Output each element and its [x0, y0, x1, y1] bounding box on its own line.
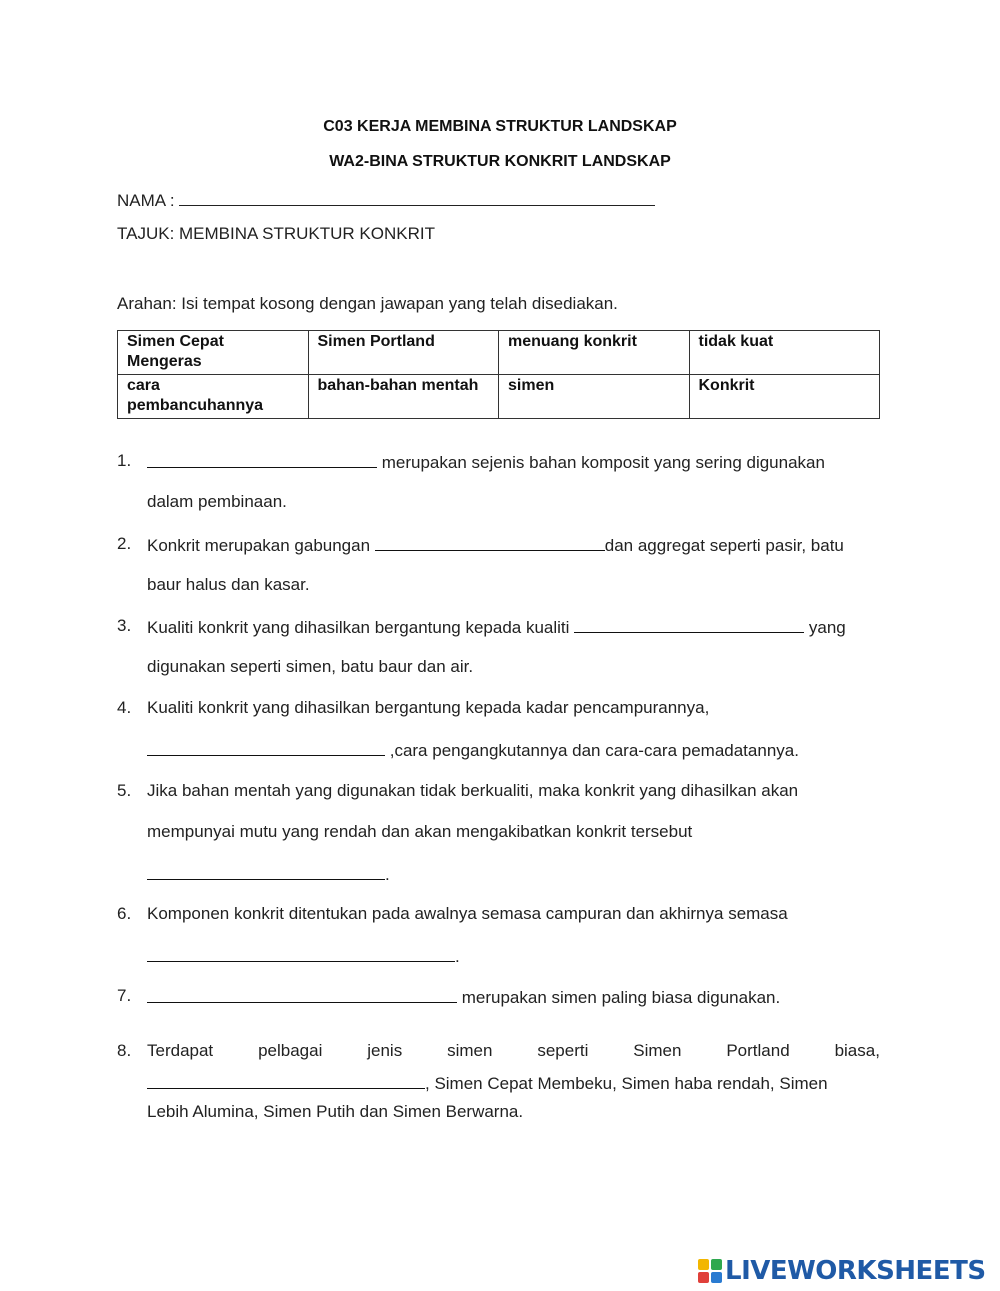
question-word: pelbagai: [258, 1041, 323, 1060]
question-word: jenis: [367, 1041, 403, 1060]
question-text: dan aggregat seperti pasir, batu: [604, 536, 844, 555]
question-word: Portland: [726, 1041, 790, 1060]
word-bank-cell: Simen Cepat Mengeras: [118, 331, 309, 375]
word-bank-row: [118, 375, 880, 419]
answer-blank-7[interactable]: [147, 986, 457, 1003]
question-text: Kualiti konkrit yang dihasilkan bergantung kepada kualiti: [147, 618, 575, 637]
word-bank-table: [117, 330, 880, 419]
question-number: 1.: [117, 451, 132, 470]
question-number: 3.: [117, 616, 132, 635]
question-number: 7.: [117, 986, 132, 1005]
question-word: simen: [447, 1041, 493, 1060]
answer-blank-5[interactable]: [147, 863, 385, 880]
question-number: 5.: [117, 781, 132, 800]
answer-blank-3[interactable]: [574, 616, 804, 633]
question-word: Simen: [633, 1041, 682, 1060]
question-text: dalam pembinaan.: [147, 492, 287, 511]
answer-blank-8[interactable]: [147, 1072, 425, 1089]
question-word: Terdapat: [147, 1041, 214, 1060]
question-number: 6.: [117, 904, 132, 923]
question-text: mempunyai mutu yang rendah dan akan mengakibatkan konkrit tersebut: [147, 822, 693, 841]
question-text: .: [385, 865, 390, 884]
question-text: Jika bahan mentah yang digunakan tidak berkualiti, maka konkrit yang dihasilkan akan: [147, 781, 799, 800]
topic-label: TAJUK: MEMBINA STRUKTUR KONKRIT: [117, 224, 435, 243]
answer-blank-6[interactable]: [147, 945, 455, 962]
instruction-text: Arahan: Isi tempat kosong dengan jawapan yang telah disediakan.: [117, 294, 618, 313]
question-text: merupakan sejenis bahan komposit yang sering digunakan: [377, 453, 825, 472]
word-bank-cell: simen: [499, 375, 690, 419]
question-number: 2.: [117, 534, 132, 553]
word-bank-cell: bahan-bahan mentah: [308, 375, 499, 419]
word-bank-cell: cara pembancuhannya: [118, 375, 309, 419]
worksheet-subtitle: WA2-BINA STRUKTUR KONKRIT LANDSKAP: [329, 153, 671, 170]
word-bank-row: [118, 331, 880, 375]
logo-text: LIVEWORKSHEETS: [725, 1256, 986, 1286]
answer-blank-2[interactable]: [375, 534, 605, 551]
question-text-line: [147, 1072, 880, 1094]
liveworksheets-icon: [698, 1259, 722, 1283]
word-bank-cell: tidak kuat: [689, 331, 880, 375]
question-text: digunakan seperti simen, batu baur dan air.: [147, 657, 474, 676]
question-word: biasa,: [834, 1041, 880, 1060]
question-word: seperti: [537, 1041, 589, 1060]
word-bank-cell: Simen Portland: [308, 331, 499, 375]
question-text: Lebih Alumina, Simen Putih dan Simen Berwarna.: [147, 1102, 524, 1121]
question-text: , Simen Cepat Membeku, Simen haba rendah, Simen: [425, 1074, 828, 1093]
question-text: Komponen konkrit ditentukan pada awalnya semasa campuran dan akhirnya semasa: [147, 904, 788, 923]
question-text: Kualiti konkrit yang dihasilkan bergantung kepada kadar pencampurannya,: [147, 698, 710, 717]
answer-blank-1[interactable]: [147, 451, 377, 468]
liveworksheets-logo: [698, 1256, 986, 1286]
word-bank-cell: Konkrit: [689, 375, 880, 419]
name-field-row: [117, 188, 655, 211]
word-bank-cell: menuang konkrit: [499, 331, 690, 375]
name-input-line[interactable]: [179, 188, 655, 206]
question-text: yang: [804, 618, 846, 637]
question-text: ,cara pengangkutannya dan cara-cara pemadatannya.: [385, 741, 799, 760]
question-number: 8.: [117, 1041, 132, 1060]
name-label: NAMA :: [117, 191, 175, 210]
question-text: Konkrit merupakan gabungan: [147, 536, 375, 555]
question-text: [147, 1041, 880, 1061]
question-text: .: [455, 947, 460, 966]
worksheet-title: C03 KERJA MEMBINA STRUKTUR LANDSKAP: [323, 118, 677, 135]
question-text: merupakan simen paling biasa digunakan.: [457, 988, 781, 1007]
question-number: 4.: [117, 698, 132, 717]
question-text: baur halus dan kasar.: [147, 575, 310, 594]
answer-blank-4[interactable]: [147, 739, 385, 756]
